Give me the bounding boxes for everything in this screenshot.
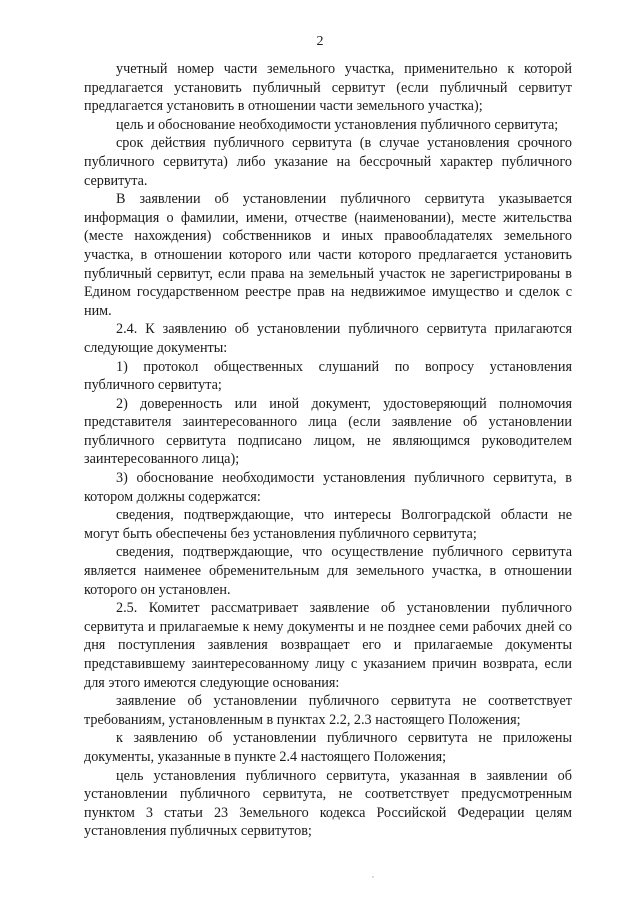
paragraph: срок действия публичного сервитута (в случае установления срочного публичного сервитута) либо указание на бессрочный характер публичного сервитута. — [84, 135, 572, 189]
paragraph: 2.5. Комитет рассматривает заявление об установлении публичного сервитута и прилагаемые к нему документы и не позднее семи рабочих дней со дня поступления заявления возвращает его и прилагаемые документы представившему заинтересованному лицу с указанием причин возврата, если для этого имеются следующие основания: — [84, 600, 572, 691]
paragraph: сведения, подтверждающие, что осуществление публичного сервитута является наименее обременительным для земельного участка, в отношении которого он установлен. — [84, 544, 572, 598]
page-number: 2 — [316, 34, 324, 49]
document-body — [84, 60, 572, 841]
paragraph: цель и обоснование необходимости установления публичного сервитута; — [116, 116, 559, 133]
paragraph: 3) обоснование необходимости установления публичного сервитута, в котором должны содержатся: — [84, 470, 572, 505]
paragraph: заявление об установлении публичного сервитута не соответствует требованиям, установленным в пунктах 2.2, 2.3 настоящего Положения; — [84, 693, 572, 728]
scan-speck — [372, 876, 374, 878]
paragraph: цель установления публичного сервитута, указанная в заявлении об установлении публичного сервитута, не соответствует предусмотренным пунктом 3 статьи 23 Земельного кодекса Российской Федерации целям установления публичных сервитутов; — [84, 767, 572, 840]
paragraph: В заявлении об установлении публичного сервитута указывается информация о фамилии, имени, отчестве (наименовании), месте жительства (месте нахождения) собственников и иных правообладателях земельного участка, в отношении которого или части которого предлагается установить публичный сервитут, если права на земельный участок не зарегистрированы в Едином государственном реестре прав на недвижимое имущество и сделок с ним. — [84, 191, 572, 319]
paragraph: учетный номер части земельного участка, применительно к которой предлагается установить публичный сервитут (если публичный сервитут предлагается установить в отношении части земельного участка); — [84, 61, 572, 115]
paragraph: 2) доверенность или иной документ, удостоверяющий полномочия представителя заинтересованного лица (если заявление об установлении публичного сервитута подписано лицом, не являющимся руководителем заинтересованного лица); — [84, 395, 572, 468]
paragraph: 2.4. К заявлению об установлении публичного сервитута прилагаются следующие документы: — [84, 321, 572, 356]
paragraph: к заявлению об установлении публичного сервитута не приложены документы, указанные в пункте 2.4 настоящего Положения; — [84, 730, 572, 765]
paragraph: 1) протокол общественных слушаний по вопросу установления публичного сервитута; — [84, 358, 572, 394]
paragraph: сведения, подтверждающие, что интересы Волгоградской области не могут быть обеспечены без установления публичного сервитута; — [84, 507, 572, 542]
